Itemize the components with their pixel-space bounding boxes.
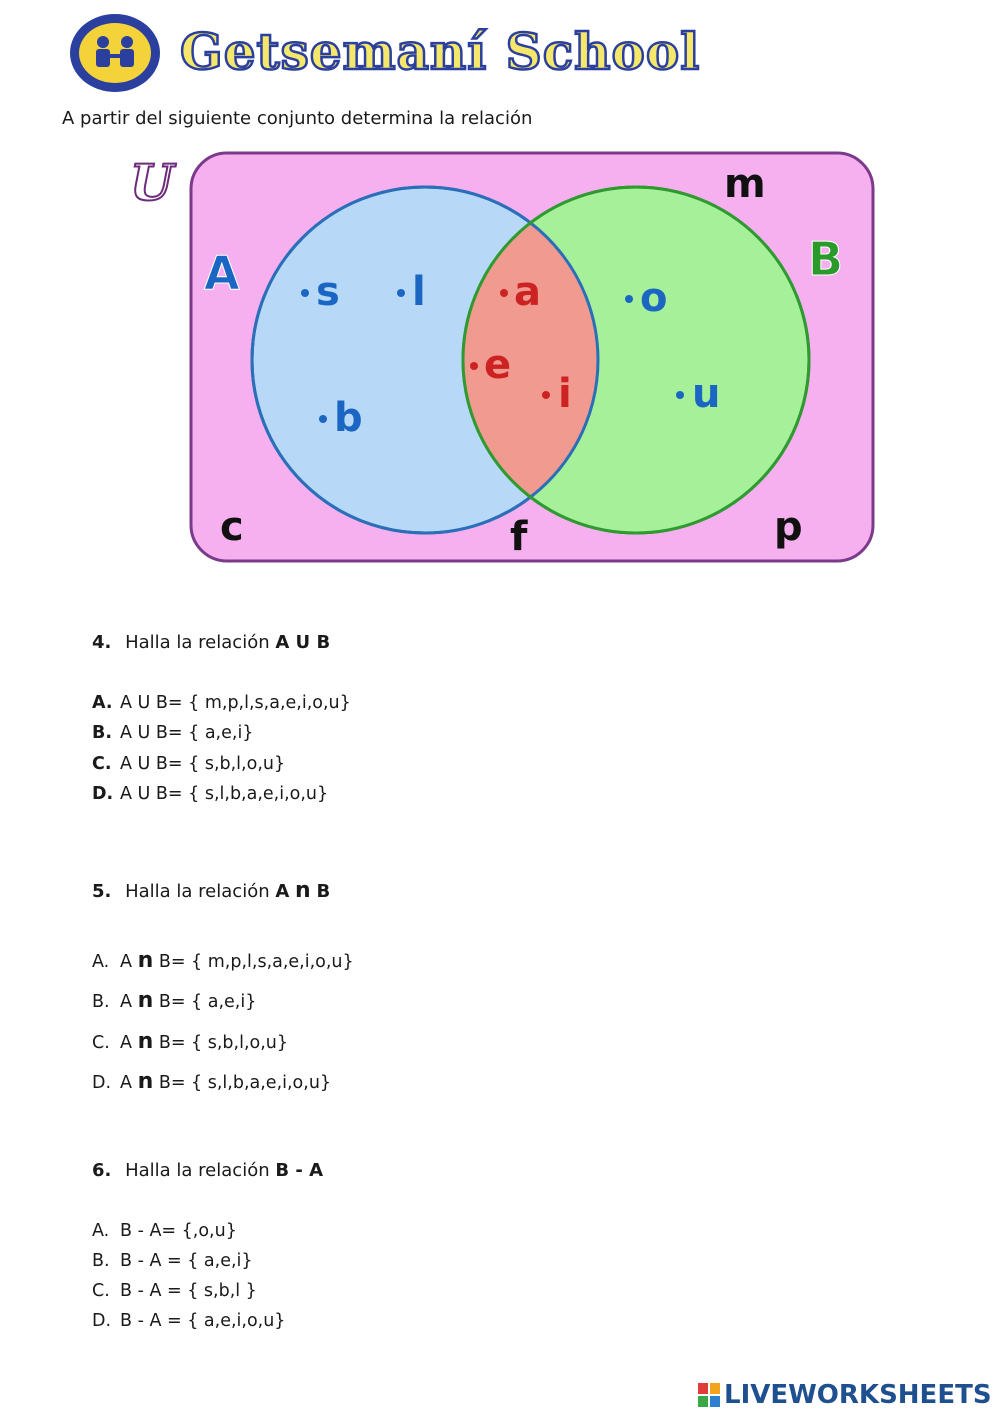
element-s: s — [316, 269, 340, 315]
liveworksheets-watermark[interactable]: LIVEWORKSHEETS — [724, 1380, 992, 1410]
option-4d[interactable]: D. A U B= { s,l,b,a,e,i,o,u} — [92, 784, 329, 804]
intersection-symbol: n — [295, 878, 311, 903]
question-prompt: Halla la relación — [125, 1160, 270, 1181]
element-u: u — [692, 371, 721, 417]
element-l: l — [412, 269, 426, 315]
question-relation: B - A — [275, 1160, 324, 1181]
option-5d[interactable]: D. A n B= { s,l,b,a,e,i,o,u} — [92, 1069, 332, 1094]
question-5 — [92, 878, 330, 903]
element-b: b — [334, 395, 363, 441]
school-title: Getsemaní School — [180, 22, 701, 81]
relation-set-b: B — [316, 881, 331, 902]
element-a: a — [514, 269, 541, 315]
school-logo — [68, 12, 162, 94]
set-b-label: B — [808, 232, 844, 286]
option-5c[interactable]: C. A n B= { s,b,l,o,u} — [92, 1029, 289, 1054]
option-6a[interactable]: A. B - A= {,o,u} — [92, 1221, 237, 1241]
universe-label: U — [130, 153, 174, 212]
question-prompt: Halla la relación — [125, 881, 270, 902]
option-5b[interactable]: B. A n B= { a,e,i} — [92, 988, 257, 1013]
element-f: f — [510, 514, 528, 560]
venn-diagram — [120, 145, 890, 575]
option-6c[interactable]: C. B - A = { s,b,l } — [92, 1281, 257, 1301]
relation-set-a: A — [275, 881, 290, 902]
option-4b[interactable]: B. A U B= { a,e,i} — [92, 723, 254, 743]
liveworksheets-logo-icon — [698, 1383, 720, 1407]
option-6b[interactable]: B. B - A = { a,e,i} — [92, 1251, 253, 1271]
element-p: p — [774, 504, 803, 550]
instruction-text: A partir del siguiente conjunto determina la relación — [62, 108, 533, 129]
set-a-label: A — [204, 246, 240, 300]
option-4c[interactable]: C. A U B= { s,b,l,o,u} — [92, 754, 286, 774]
question-number: 6. — [92, 1160, 112, 1181]
element-e: e — [484, 342, 512, 388]
option-5a[interactable]: A. A n B= { m,p,l,s,a,e,i,o,u} — [92, 948, 354, 973]
question-4 — [92, 632, 330, 653]
question-prompt: Halla la relación — [125, 632, 270, 653]
question-6 — [92, 1160, 323, 1181]
option-6d[interactable]: D. B - A = { a,e,i,o,u} — [92, 1311, 286, 1331]
question-number: 5. — [92, 881, 112, 902]
option-4a[interactable]: A. A U B= { m,p,l,s,a,e,i,o,u} — [92, 693, 351, 713]
question-number: 4. — [92, 632, 112, 653]
element-o: o — [640, 275, 668, 321]
element-m: m — [724, 161, 766, 207]
element-c: c — [220, 504, 244, 550]
question-relation: A U B — [275, 632, 331, 653]
element-i: i — [558, 371, 572, 417]
